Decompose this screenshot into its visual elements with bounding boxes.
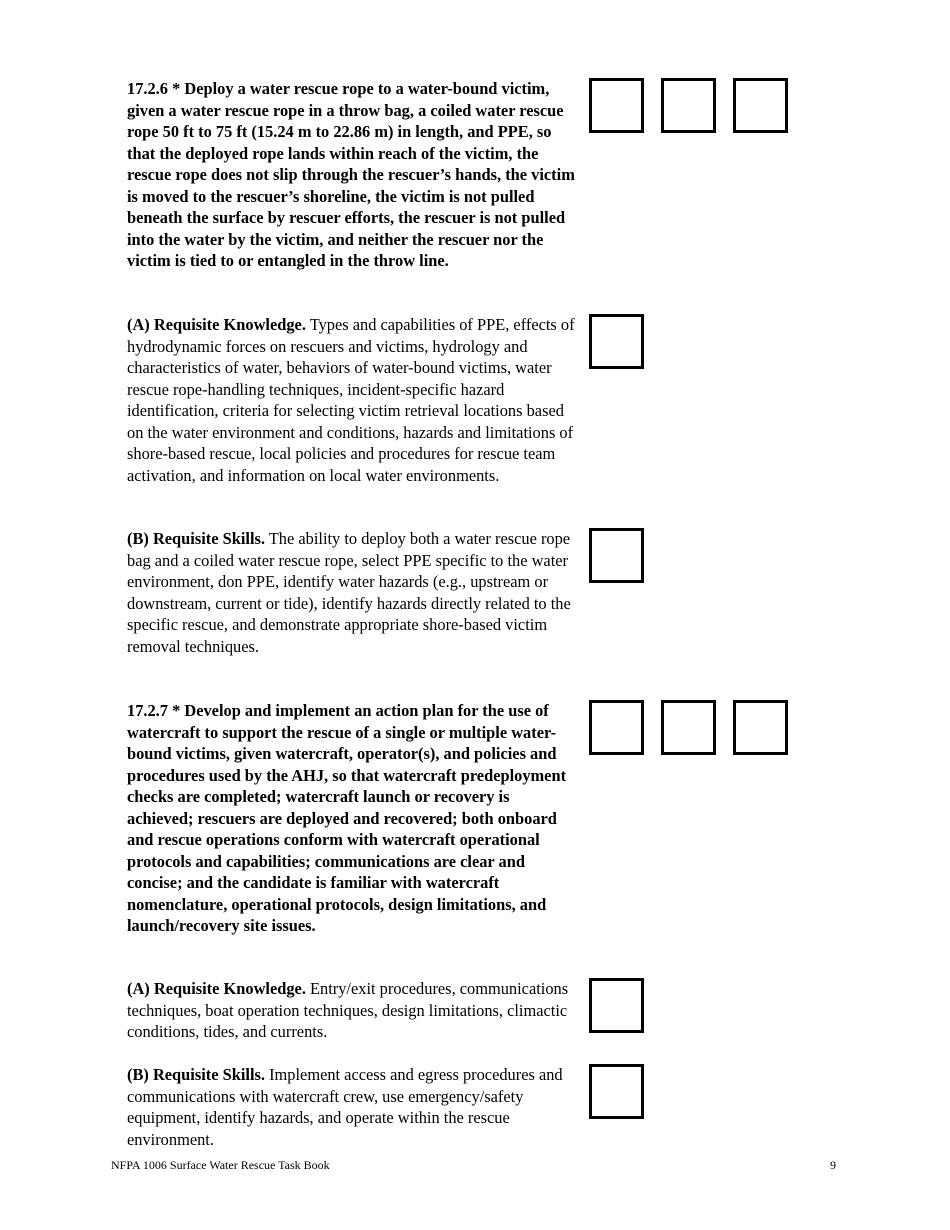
signoff-checkbox[interactable] bbox=[589, 78, 644, 133]
section-17-2-6-knowledge bbox=[127, 314, 575, 486]
knowledge-label: (A) Requisite Knowledge. bbox=[127, 979, 306, 998]
section-17-2-7-heading: 17.2.7 * Develop and implement an action plan for the use of watercraft to support the rescue of a single or multiple water-bound victims, given watercraft, operator(s), and policies and procedures used by the AHJ, so that watercraft predeployment checks are completed; watercraft launch or recovery is achieved; rescuers are deployed and recovered; both onboard and rescue operations conform with watercraft operational protocols and capabilities; communications are clear and concise; and the candidate is familiar with watercraft nomenclature, operational protocols, design limitations, and launch/recovery site issues. bbox=[127, 701, 567, 935]
signoff-checkbox[interactable] bbox=[589, 978, 644, 1033]
signoff-checkbox[interactable] bbox=[733, 700, 788, 755]
knowledge-label: (A) Requisite Knowledge. bbox=[127, 315, 306, 334]
section-17-2-7-skills bbox=[127, 1064, 575, 1150]
skills-text: The ability to deploy both a water rescue rope bag and a coiled water rescue rope, select PPE specific to the water environment, don PPE, identify water hazards (e.g., upstream or downstream, current or tide), identify hazards directly related to the specific rescue, and demonstrate appropriate shore-based victim removal techniques. bbox=[127, 529, 571, 656]
section-17-2-6-signoff-boxes bbox=[589, 78, 788, 133]
section-17-2-7-knowledge-box bbox=[589, 978, 644, 1033]
knowledge-text: Entry/exit procedures, communications techniques, boat operation techniques, design limitations, climactic conditions, tides, and currents. bbox=[127, 979, 569, 1041]
signoff-checkbox[interactable] bbox=[661, 700, 716, 755]
section-17-2-7-knowledge bbox=[127, 978, 575, 1043]
page-number: 9 bbox=[830, 1158, 836, 1172]
section-17-2-6-heading: 17.2.6 * Deploy a water rescue rope to a water-bound victim, given a water rescue rope in a throw bag, a coiled water rescue rope 50 ft to 75 ft (15.24 m to 22.86 m) in length, and PPE, so that the deployed rope lands within reach of the victim, the rescue rope does not slip through the rescuer’s hands, the victim is moved to the rescuer’s shoreline, the victim is not pulled beneath the surface by rescuer efforts, the rescuer is not pulled into the water by the victim, and neither the rescuer nor the victim is tied to or entangled in the throw line. bbox=[127, 79, 575, 270]
skills-label: (B) Requisite Skills. bbox=[127, 1065, 265, 1084]
knowledge-text: Types and capabilities of PPE, effects of hydrodynamic forces on rescuers and victims, hydrology and characteristics of water, behaviors of water-bound victims, water rescue rope-handling techniques, incident-specific hazard identification, criteria for selecting victim retrieval locations based on the water environment and conditions, hazards and limitations of shore-based rescue, local policies and procedures for rescue team activation, and information on local water environments. bbox=[127, 315, 575, 485]
signoff-checkbox[interactable] bbox=[589, 1064, 644, 1119]
signoff-checkbox[interactable] bbox=[589, 528, 644, 583]
section-17-2-6-skills-box bbox=[589, 528, 644, 583]
skills-text: Implement access and egress procedures and communications with watercraft crew, use emergency/safety equipment, identify hazards, and operate within the rescue environment. bbox=[127, 1065, 563, 1149]
signoff-checkbox[interactable] bbox=[589, 314, 644, 369]
section-17-2-7-signoff-boxes bbox=[589, 700, 788, 755]
section-17-2-7-skills-box bbox=[589, 1064, 644, 1119]
signoff-checkbox[interactable] bbox=[589, 700, 644, 755]
signoff-checkbox[interactable] bbox=[661, 78, 716, 133]
section-17-2-6-skills bbox=[127, 528, 575, 657]
footer-title: NFPA 1006 Surface Water Rescue Task Book bbox=[111, 1158, 330, 1172]
skills-label: (B) Requisite Skills. bbox=[127, 529, 265, 548]
signoff-checkbox[interactable] bbox=[733, 78, 788, 133]
section-17-2-6-knowledge-box bbox=[589, 314, 644, 369]
